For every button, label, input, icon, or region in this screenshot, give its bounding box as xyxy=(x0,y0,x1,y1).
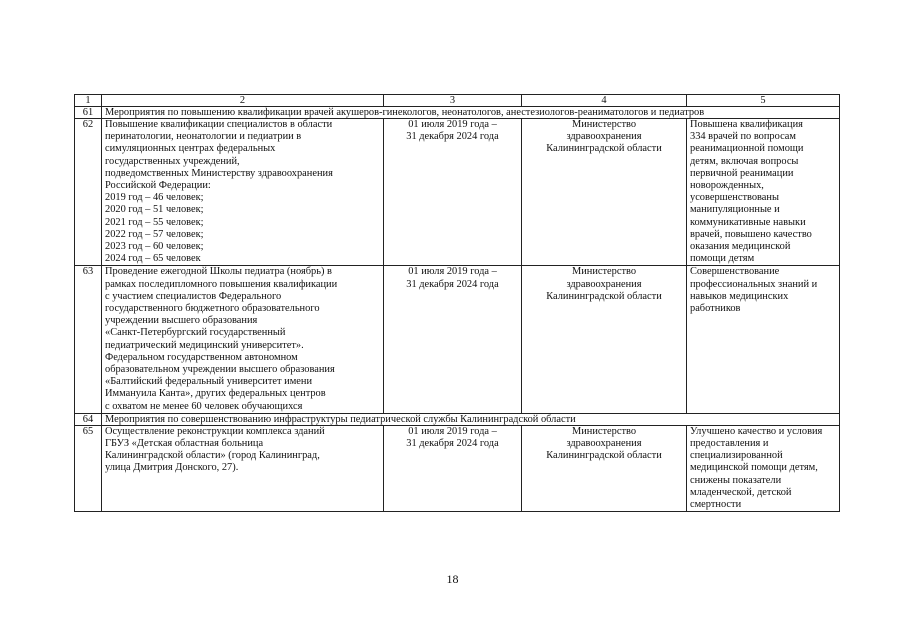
result-cell xyxy=(687,266,840,413)
period-end: 31 декабря 2024 года xyxy=(406,131,499,143)
desc-line: педиатрический медицинский университет». xyxy=(105,339,304,351)
desc-line: Проведение ежегодной Школы педиатра (ноябрь) в xyxy=(105,266,332,278)
desc-line: с участием специалистов Федерального xyxy=(105,290,282,302)
desc-line: с охватом не менее 60 человек обучающихся xyxy=(105,400,303,412)
result-line: усовершенствованы xyxy=(690,192,779,204)
responsible-org-cell xyxy=(522,119,687,266)
period-cell xyxy=(384,119,522,266)
period-start: 01 июля 2019 года – xyxy=(408,425,497,437)
org-line: Министерство xyxy=(571,119,637,130)
desc-line: государственного бюджетного образовательного xyxy=(105,303,320,315)
org-line: Министерство xyxy=(571,266,637,278)
row-number: 64 xyxy=(75,413,102,425)
desc-line: 2023 год – 60 человек; xyxy=(105,241,204,253)
desc-line: ГБУЗ «Детская областная больница xyxy=(105,438,264,450)
row-number: 65 xyxy=(75,425,102,511)
result-line: первичной реанимации xyxy=(690,167,794,179)
org-line: здравоохранения xyxy=(566,278,642,290)
result-line: навыков медицинских xyxy=(690,290,789,302)
section-title: Мероприятия по повышению квалификации врачей акушеров-гинекологов, неонатологов, анестезиологов-реаниматологов и педиатров xyxy=(102,107,840,119)
desc-line: 2024 год – 65 человек xyxy=(105,253,201,265)
org-line: Калининградской области xyxy=(546,143,662,155)
result-line: врачей, повышено качество xyxy=(690,228,812,240)
result-line: Совершенствование xyxy=(690,266,780,278)
table-row-63 xyxy=(75,266,840,413)
result-line: помощи детям xyxy=(690,253,755,265)
section-title: Мероприятия по совершенствованию инфраструктуры педиатрической службы Калининградской области xyxy=(102,413,840,425)
result-cell xyxy=(687,425,840,511)
desc-line: государственных учреждений, xyxy=(105,155,240,167)
desc-line: подведомственных Министерству здравоохранения xyxy=(105,167,333,179)
result-line: медицинской помощи детям, xyxy=(690,462,818,474)
desc-line: «Балтийский федеральный университет имени xyxy=(105,376,313,388)
desc-line: 2021 год – 55 человек; xyxy=(105,216,204,228)
result-line: специализированной xyxy=(690,450,783,462)
desc-line: учреждении высшего образования xyxy=(105,315,258,327)
responsible-org-cell xyxy=(522,266,687,413)
result-line: смертности xyxy=(690,499,742,511)
period-end: 31 декабря 2024 года xyxy=(406,278,499,290)
result-line: Улучшено качество и условия xyxy=(690,425,823,437)
section-row-61 xyxy=(75,107,840,119)
desc-line: улица Дмитрия Донского, 27). xyxy=(105,462,239,474)
page-number: 18 xyxy=(446,572,459,586)
result-line: снижены показатели xyxy=(690,474,782,486)
desc-line: Российской Федерации: xyxy=(105,180,211,192)
table-row-65 xyxy=(75,425,840,511)
col-header-1: 1 xyxy=(75,95,102,107)
desc-line: Иммануила Канта», других федеральных центров xyxy=(105,388,326,400)
section-row-64 xyxy=(75,413,840,425)
col-header-4: 4 xyxy=(522,95,687,107)
result-line: 334 врачей по вопросам xyxy=(690,131,796,143)
desc-line: симуляционных центрах федеральных xyxy=(105,143,276,155)
result-line: детям, включая вопросы xyxy=(690,155,799,167)
row-number: 61 xyxy=(75,107,102,119)
result-line: манипуляционные и xyxy=(690,204,780,216)
desc-line: 2022 год – 57 человек; xyxy=(105,228,204,240)
desc-line: 2019 год – 46 человек; xyxy=(105,192,204,204)
result-line: работников xyxy=(690,303,741,315)
table-header-row xyxy=(75,95,840,107)
result-line: Повышена квалификация xyxy=(690,119,803,130)
period-start: 01 июля 2019 года – xyxy=(408,266,497,278)
row-number: 62 xyxy=(75,119,102,266)
desc-line: Федеральном государственном автономном xyxy=(105,351,298,363)
org-line: Калининградской области xyxy=(546,290,662,302)
result-line: новорожденных, xyxy=(690,180,764,192)
period-end: 31 декабря 2024 года xyxy=(406,438,499,450)
period-cell xyxy=(384,266,522,413)
period-start: 01 июля 2019 года – xyxy=(408,119,497,130)
table-row-62 xyxy=(75,119,840,266)
measure-description xyxy=(102,425,384,511)
desc-line: 2020 год – 51 человек; xyxy=(105,204,204,216)
row-number: 63 xyxy=(75,266,102,413)
desc-line: Осуществление реконструкции комплекса зданий xyxy=(105,425,325,437)
measure-description xyxy=(102,119,384,266)
desc-line: «Санкт-Петербургский государственный xyxy=(105,327,286,339)
responsible-org-cell xyxy=(522,425,687,511)
measure-description xyxy=(102,266,384,413)
result-line: оказания медицинской xyxy=(690,241,791,253)
result-line: младенческой, детской xyxy=(690,486,792,498)
result-line: профессиональных знаний и xyxy=(690,278,818,290)
result-cell xyxy=(687,119,840,266)
desc-line: рамках последипломного повышения квалификации xyxy=(105,278,338,290)
org-line: здравоохранения xyxy=(566,438,642,450)
result-line: предоставления и xyxy=(690,438,769,450)
org-line: здравоохранения xyxy=(566,131,642,143)
desc-line: Калининградской области» (город Калининград, xyxy=(105,450,320,462)
col-header-5: 5 xyxy=(687,95,840,107)
col-header-3: 3 xyxy=(384,95,522,107)
period-cell xyxy=(384,425,522,511)
org-line: Министерство xyxy=(571,425,637,437)
desc-line: Повышение квалификации специалистов в области xyxy=(105,119,333,130)
desc-line: перинатологии, неонатологии и педиатрии в xyxy=(105,131,302,143)
result-line: реанимационной помощи xyxy=(690,143,804,155)
col-header-2: 2 xyxy=(102,95,384,107)
org-line: Калининградской области xyxy=(546,450,662,462)
measures-table xyxy=(74,94,840,512)
desc-line: образовательном учреждении высшего образования xyxy=(105,364,335,376)
result-line: коммуникативные навыки xyxy=(690,216,806,228)
